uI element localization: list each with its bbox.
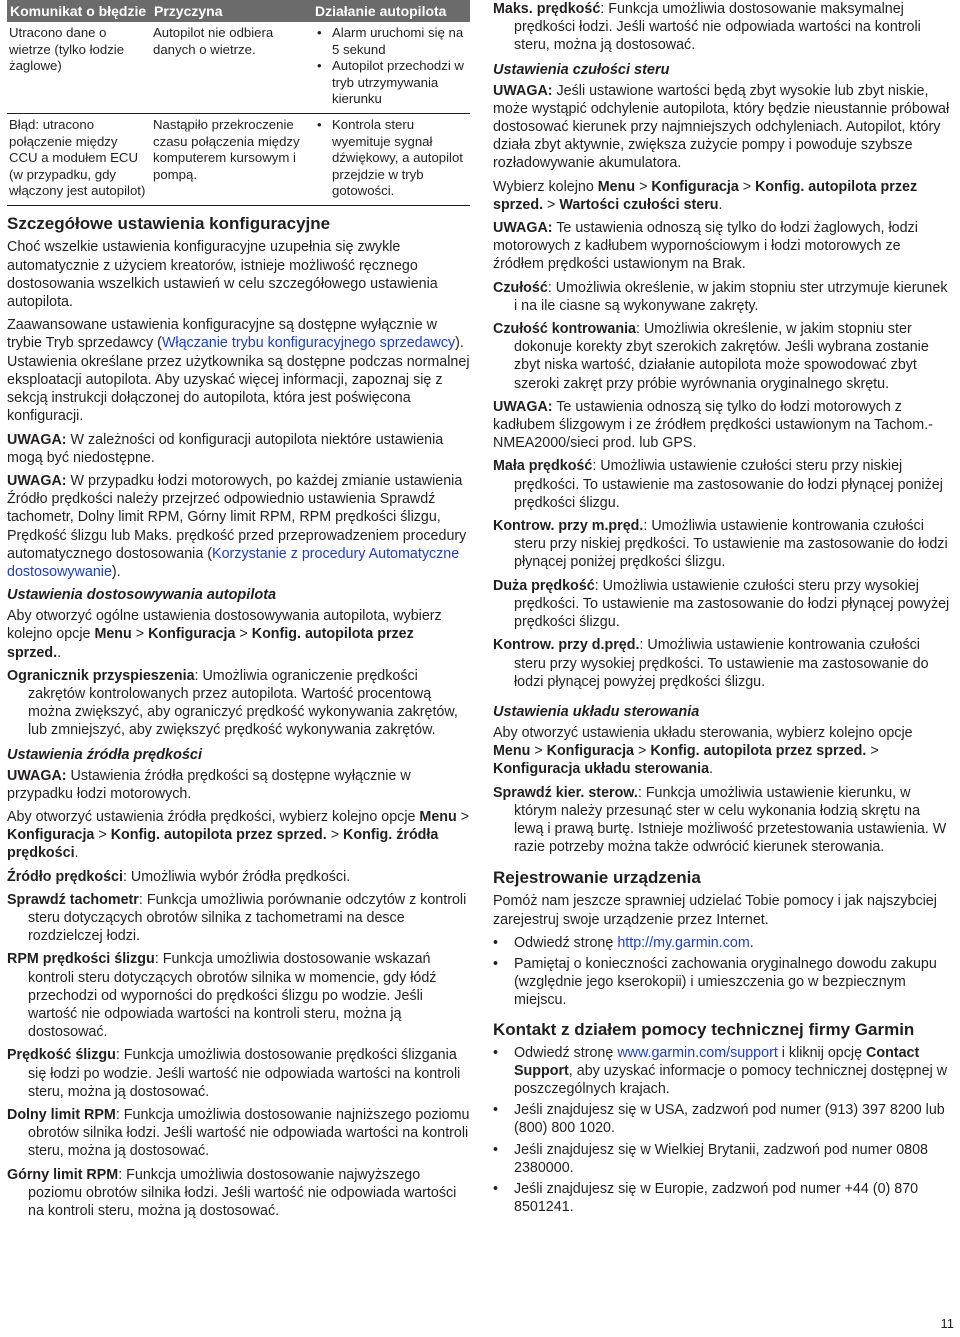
note: [493, 82, 953, 173]
note: [7, 431, 470, 467]
list-item: • Autopilot przechodzi w tryb utrzymywania kierunku: [332, 58, 466, 107]
table-row: [7, 22, 470, 114]
note-text: Jeśli ustawione wartości będą zbyt wysokie lub zbyt niskie, może wystąpić odchylenie autopilota, który będzie nieustannie próbował dostosować kierunek przy najmniejszych odchyleniach. Autopilot, który działa zbyt aktywnie, zwiększa zużycie pompy i powoduje szybsze rozładowywanie akumulatora.: [493, 82, 950, 172]
definition-term: Prędkość ślizgu: [7, 1047, 116, 1064]
menu-path: Konfig. źródła prędkości: [7, 827, 439, 862]
definition-term: Kontrow. przy m.pręd.: [493, 518, 644, 535]
list-item: • Pamiętaj o konieczności zachowania oryginalnego dowodu zakupu (względnie jego kserokopii) i umieszczenia go w bezpiecznym miejscu.: [514, 955, 953, 1010]
definition-text: : Umożliwia określenie, w jakim stopniu ster dokonuje korekty zbyt szerokich zakrętów. Jeśli wybrana zostanie zbyt niska wartość, działanie autopilota może spowodować zbyt szeroki zakręt przy próbie wyrównania oryginalnego skrętu.: [514, 321, 929, 392]
note: [493, 398, 953, 453]
note-text: W zależności od konfiguracji autopilota niektóre ustawienia mogą być niedostępne.: [7, 431, 444, 466]
definition-term: Kontrow. przy d.pręd.: [493, 637, 640, 654]
definition-term: Ogranicznik przyspieszenia: [7, 667, 195, 684]
text: Aby otworzyć ustawienia układu sterowania, wybierz kolejno opcje: [493, 724, 913, 741]
text: >: [131, 626, 149, 643]
note-text: W przypadku łodzi motorowych, po każdej zmianie ustawienia Źródło prędkości należy przejrzeć odpowiednio ustawienia Sprawdź tachometr, Dolny limit RPM, Górny limit RPM, RPM prędkości ślizgu, Prędkość ślizgu lub Maks. prędkość przed przeprowadzeniem procedury automatycznego dostosowania (: [7, 472, 467, 562]
text: Odwiedź stronę: [514, 1044, 618, 1061]
text: .: [709, 761, 714, 778]
menu-path: Konfig. autopilota przez sprzed.: [493, 178, 918, 213]
section-heading: Rejestrowanie urządzenia: [493, 868, 701, 888]
text: >: [635, 178, 652, 195]
paragraph: [493, 178, 953, 214]
my-garmin-link[interactable]: http://my.garmin.com: [617, 934, 750, 951]
text: >: [866, 743, 879, 760]
error-message: Błąd: utracono połączenie między CCU a modułem ECU (w przypadku, gdy włączony jest autopilot): [7, 114, 151, 206]
list-item: • Jeśli znajdujesz się w Europie, zadzwoń pod numer +44 (0) 870 8501241.: [514, 1180, 953, 1216]
list-item: • Kontrola steru wyemituje sygnał dźwiękowy, a autopilot przejdzie w tryb gotowości.: [332, 117, 466, 199]
dealer-mode-link[interactable]: Włączanie trybu konfiguracyjnego sprzedawcy: [161, 335, 456, 352]
paragraph: [493, 724, 953, 779]
text: Wybierz kolejno: [493, 178, 598, 195]
menu-path: Konfiguracja: [148, 626, 236, 643]
definition: [493, 517, 953, 572]
text: >: [456, 808, 470, 825]
note-label: UWAGA:: [7, 472, 67, 489]
definition: [493, 279, 953, 315]
text: >: [738, 178, 756, 195]
page-number: 11: [940, 1315, 954, 1331]
definition-text: : Funkcja umożliwia dostosowanie maksymalnej prędkości łodzi. Jeśli wartość nie odpowiada wartości na kontroli steru, można ją dostosować.: [514, 1, 921, 54]
list-item: • Jeśli znajdujesz się w Wielkiej Brytanii, zadzwoń pod numer 0808 2380000.: [514, 1141, 953, 1177]
definition-term: RPM prędkości ślizgu: [7, 951, 155, 968]
error-cause: Autopilot nie odbiera danych o wietrze.: [151, 22, 312, 114]
text: i kliknij opcję: [777, 1044, 867, 1061]
list-item: • Jeśli znajdujesz się w USA, zadzwoń pod numer (913) 397 8200 lub (800) 800 1020.: [514, 1101, 953, 1137]
paragraph: [7, 316, 470, 425]
section-heading: Szczegółowe ustawienia konfiguracyjne: [7, 214, 331, 234]
text: Aby otworzyć ustawienia źródła prędkości, wybierz kolejno opcje: [7, 808, 420, 825]
right-column: [493, 0, 953, 1221]
header-message: Komunikat o błędzie: [7, 0, 151, 22]
error-actions: [312, 114, 470, 206]
contact-list: [493, 1044, 953, 1217]
header-action: Działanie autopilota: [312, 0, 470, 22]
table-row: [7, 114, 470, 206]
menu-path: Konfiguracja: [546, 743, 635, 760]
contact-support-option: Contact Support: [514, 1044, 920, 1079]
menu-path: Konfiguracja: [651, 178, 739, 195]
definition-term: Górny limit RPM: [7, 1166, 119, 1183]
definition-term: Czułość: [493, 279, 548, 296]
menu-path: Menu: [94, 626, 132, 643]
definition: [7, 868, 470, 886]
menu-path: Konfig. autopilota przez sprzed.: [110, 827, 327, 844]
menu-path: Menu: [419, 808, 457, 825]
note: [493, 219, 953, 274]
garmin-support-link[interactable]: www.garmin.com/support: [617, 1044, 778, 1061]
note-label: UWAGA:: [493, 220, 553, 237]
definition-text: : Umożliwia ustawienie czułości steru przy wysokiej prędkości. To ustawienie ma zastosowanie do łodzi płynącej powyżej prędkości ślizgu.: [514, 577, 950, 631]
definition: [7, 891, 470, 946]
text: >: [530, 743, 547, 760]
text: ).: [111, 563, 121, 580]
error-message: Utracono dane o wietrze (tylko łodzie żaglowe): [7, 22, 151, 114]
text: >: [326, 827, 344, 844]
subsection-heading: Ustawienia układu sterowania: [493, 703, 700, 720]
note-label: UWAGA:: [7, 431, 67, 448]
menu-path: Menu: [597, 178, 636, 195]
error-cause: Nastąpiło przekroczenie czasu połączenia między komputerem kursowym i pompą.: [151, 114, 312, 206]
error-table-header: [7, 0, 470, 22]
definition: [7, 1106, 470, 1161]
text: .: [749, 934, 754, 951]
definition-text: : Funkcja umożliwia dostosowanie prędkości ślizgania się łodzi po wodzie. Jeśli wartość nie odpowiada wartości na kontroli steru, można ją dostosować.: [28, 1047, 461, 1100]
text: >: [543, 196, 560, 213]
text: .: [57, 644, 62, 661]
note: [7, 767, 470, 803]
text: , aby uzyskać informacje o pomocy technicznej dostępnej w poszczególnych krajach.: [514, 1062, 948, 1097]
list-item: [514, 1044, 953, 1099]
definition-text: : Umożliwia określenie, w jakim stopniu ster utrzymuje kierunek i na ile ciasne są wykonywane zakręty.: [514, 279, 948, 314]
definition-text: : Umożliwia ograniczenie prędkości zakrętów kontrolowanych przez autopilota. Wartość procentową można zwiększyć, aby ograniczyć prędkość wykonywania zakrętów, lub zmniejszyć, aby zwiększyć prędkość wykonywania zakrętów.: [28, 667, 458, 739]
text: .: [74, 845, 79, 862]
text: Zaawansowane ustawienia konfiguracyjne są dostępne wyłącznie w trybie Tryb sprzedawcy (: [7, 317, 437, 352]
subsection-heading: Ustawienia czułości steru: [493, 61, 670, 78]
note-text: Ustawienia źródła prędkości są dostępne wyłącznie w przypadku łodzi motorowych.: [7, 767, 411, 802]
definition-text: : Funkcja umożliwia porównanie odczytów z kontroli steru dotyczących obrotów silnika z tachometrami na desce rozdzielczej łodzi.: [28, 891, 467, 945]
note-label: UWAGA:: [7, 767, 67, 784]
definition-text: : Funkcja umożliwia ustawienie kierunku, w którym należy przesunąć ster w celu wykonania łodzią skrętu na lewą i prawą burtę. Istnieje możliwość przetestowania ustawienia. W razie potrzeby można także odwrócić kierunek sterowania.: [514, 784, 947, 856]
definition-text: : Umożliwia ustawienie kontrowania czułości steru przy niskiej prędkości. To ustawienie ma zastosowanie do łodzi płynącej poniżej prędkości ślizgu.: [514, 518, 948, 571]
menu-path: Konfig. autopilota przez sprzed.: [7, 626, 414, 661]
definition: [493, 636, 953, 691]
subsection-heading: Ustawienia dostosowywania autopilota: [7, 587, 277, 604]
text: >: [235, 626, 252, 643]
menu-path: Konfig. autopilota przez sprzed.: [650, 743, 867, 760]
section-heading: Kontakt z działem pomocy technicznej firmy Garmin: [493, 1019, 915, 1039]
definition: [493, 577, 953, 632]
definition: [493, 457, 953, 512]
text: ). Ustawienia określane przez użytkownika są dostępne podczas normalnej eksploatacji autopilota. Aby uzyskać więcej informacji, zapoznaj się z sekcją instrukcji dołączonej do autopilota, która jest poświęcona konfiguracji.: [7, 335, 470, 425]
definition-term: Dolny limit RPM: [7, 1107, 116, 1123]
menu-path: Konfiguracja układu sterowania: [493, 761, 710, 778]
register-list: [493, 934, 953, 1010]
definition: [7, 1046, 470, 1101]
text: Odwiedź stronę: [514, 934, 618, 951]
menu-path: Wartości czułości steru: [559, 196, 719, 213]
paragraph: [7, 607, 470, 662]
definition-term: Duża prędkość: [493, 577, 595, 594]
definition: [493, 320, 953, 393]
note-text: Te ustawienia odnoszą się tylko do łodzi żaglowych, łodzi motorowych z kadłubem wypornościowym i łodzi motorowych ze źródłem prędkości ustawionym na Brak.: [493, 220, 918, 273]
menu-path: Konfiguracja: [7, 827, 95, 844]
definition-term: Sprawdź tachometr: [7, 891, 139, 908]
definition-text: : Funkcja umożliwia dostosowanie najwyższego poziomu obrotów silnika łodzi. Jeśli wartość nie odpowiada wartości na kontroli steru, można ją dostosować.: [28, 1166, 457, 1220]
menu-path: Menu: [493, 743, 531, 760]
note-label: UWAGA:: [493, 82, 553, 99]
text: >: [634, 743, 651, 760]
error-table: [7, 0, 470, 206]
definition-text: : Umożliwia ustawienie kontrowania czułości steru przy wysokiej prędkości. To ustawienie ma zastosowanie do łodzi płynącej powyżej prędkości ślizgu.: [514, 637, 929, 690]
definition-text: : Umożliwia wybór źródła prędkości.: [122, 868, 351, 885]
definition: [493, 784, 953, 857]
definition-text: : Umożliwia ustawienie czułości steru przy niskiej prędkości. To ustawienie ma zastosowanie do łodzi płynącej poniżej prędkości ślizgu.: [514, 458, 943, 511]
note-label: UWAGA:: [493, 398, 553, 415]
definition: [7, 1166, 470, 1221]
definition-term: Maks. prędkość: [493, 1, 601, 17]
note: [7, 472, 470, 581]
definition-term: Sprawdź kier. sterow.: [493, 784, 638, 801]
definition-term: Mała prędkość: [493, 458, 593, 475]
definition-term: Czułość kontrowania: [493, 321, 636, 338]
definition-text: : Funkcja umożliwia dostosowanie wskazań kontroli steru dotyczących obrotów silnika w momencie, gdy łódź przechodzi od wyporności do prędkości ślizgu po wodzie. Jeśli wartość nie odpowiada wartości na kontroli steru, można ją dostosować.: [28, 951, 437, 1041]
paragraph: Pomóż nam jeszcze sprawniej udzielać Tobie pomocy i jak najszybciej zarejestruj swoje urządzenie przez Internet.: [493, 893, 937, 928]
definition: [7, 950, 470, 1041]
left-column: [7, 0, 470, 1225]
paragraph: [7, 808, 470, 863]
definition: [493, 0, 953, 55]
note-text: Te ustawienia odnoszą się tylko do łodzi motorowych z kadłubem ślizgowym i ze źródłem prędkości ustawionym na Tachom.- NMEA2000/sieci prod. lub GPS.: [493, 398, 933, 452]
autotune-link[interactable]: Korzystanie z procedury Automatyczne dostosowywanie: [7, 545, 460, 580]
list-item: • Alarm uruchomi się na 5 sekund: [332, 25, 466, 58]
subsection-heading: Ustawienia źródła prędkości: [7, 746, 203, 763]
paragraph: Choć wszelkie ustawienia konfiguracyjne uzupełnia się zwykle automatycznie z użyciem kreatorów, istnieje możliwość ręcznego dostosowania wszelkich ustawień w celu szczegółowego ustawienia autopilota.: [7, 239, 438, 311]
definition-term: Źródło prędkości: [7, 868, 123, 885]
text: Aby otworzyć ogólne ustawienia dostosowywania autopilota, wybierz kolejno opcje: [7, 608, 442, 643]
text: .: [718, 196, 723, 213]
list-item: [514, 934, 953, 952]
text: >: [94, 827, 111, 844]
header-cause: Przyczyna: [151, 0, 312, 22]
definition: [7, 667, 470, 740]
definition-text: : Funkcja umożliwia dostosowanie najniższego poziomu obrotów silnika łodzi. Jeśli wartość nie odpowiada wartości na kontroli steru, można ją dostosować.: [28, 1107, 470, 1160]
error-actions: [312, 22, 470, 114]
